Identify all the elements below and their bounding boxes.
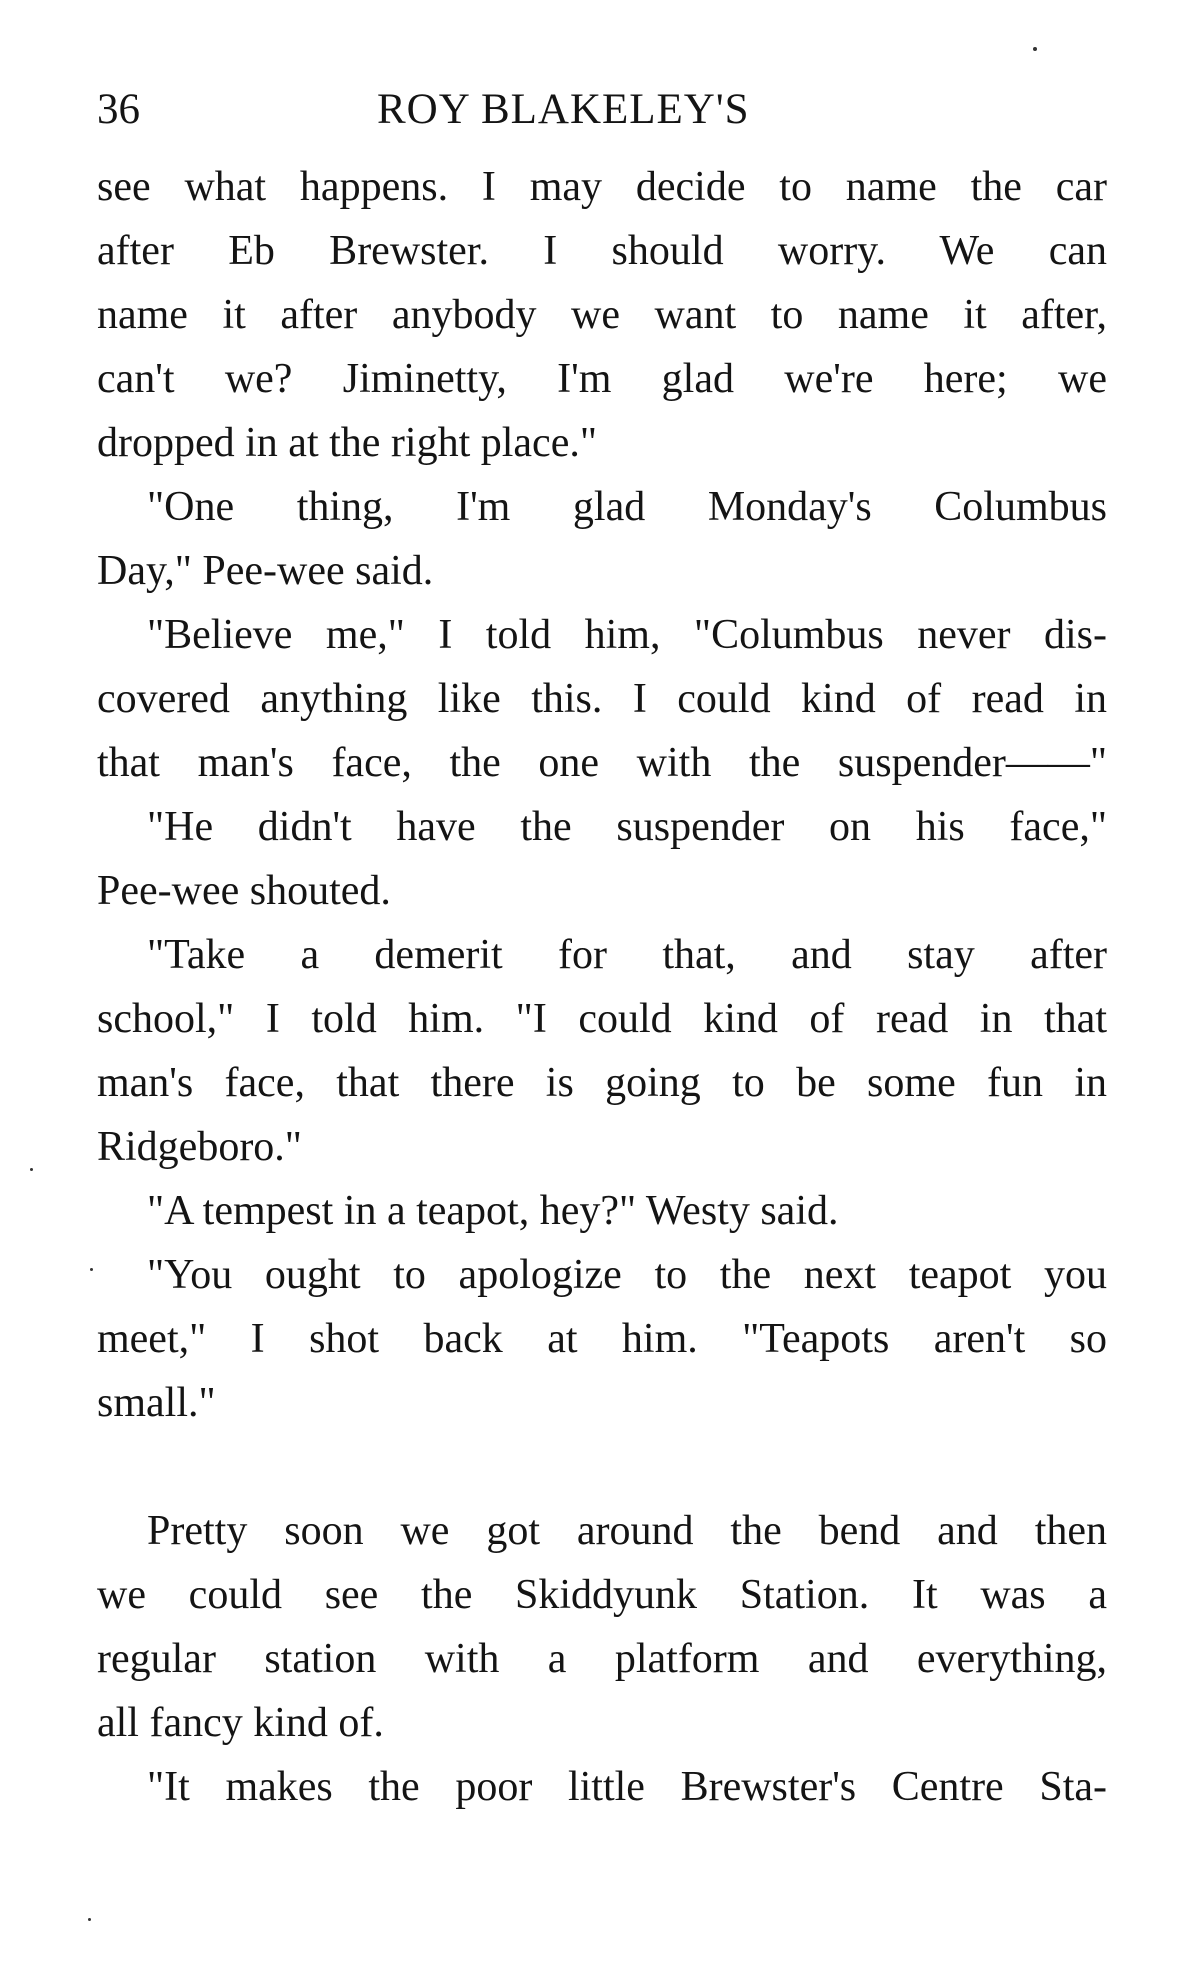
text-line: meet," I shot back at him. "Teapots aren't so — [97, 1316, 1107, 1362]
text-line: Pee-wee shouted. — [97, 868, 391, 914]
scan-speck — [88, 1918, 91, 1921]
text-line: Day," Pee-wee said. — [97, 548, 434, 594]
text-line: "Take a demerit for that, and stay after — [147, 932, 1107, 978]
text-line: see what happens. I may decide to name the car — [97, 164, 1107, 210]
text-line: school," I told him. "I could kind of read in that — [97, 996, 1107, 1042]
scan-speck — [30, 1168, 33, 1171]
body-text — [97, 155, 1107, 1819]
text-line: all fancy kind of. — [97, 1700, 384, 1746]
text-line: name it after anybody we want to name it after, — [97, 292, 1107, 338]
text-line: after Eb Brewster. I should worry. We can — [97, 228, 1107, 274]
text-line: small." — [97, 1380, 216, 1426]
text-line: "Believe me," I told him, "Columbus never dis- — [147, 612, 1107, 658]
text-line: "A tempest in a teapot, hey?" Westy said. — [147, 1188, 839, 1234]
text-line: Pretty soon we got around the bend and then — [147, 1508, 1107, 1554]
text-line: that man's face, the one with the suspender——" — [97, 740, 1107, 786]
text-line: "He didn't have the suspender on his face," — [147, 804, 1107, 850]
text-line: "It makes the poor little Brewster's Centre Sta- — [147, 1764, 1107, 1810]
text-line: we could see the Skiddyunk Station. It was a — [97, 1572, 1107, 1618]
text-line: covered anything like this. I could kind of read in — [97, 676, 1107, 722]
scan-speck — [90, 1268, 93, 1271]
text-line: can't we? Jiminetty, I'm glad we're here; we — [97, 356, 1107, 402]
page-header — [97, 78, 1107, 142]
text-line: "You ought to apologize to the next teapot you — [147, 1252, 1107, 1298]
scan-speck — [1033, 47, 1037, 51]
running-title: ROY BLAKELEY'S — [377, 86, 750, 133]
text-line: Ridgeboro." — [97, 1124, 302, 1170]
text-line: man's face, that there is going to be some fun in — [97, 1060, 1107, 1106]
section-break — [97, 1435, 1107, 1499]
text-line: dropped in at the right place." — [97, 420, 597, 466]
page-number: 36 — [97, 86, 140, 133]
text-line: regular station with a platform and everything, — [97, 1636, 1107, 1682]
text-line: "One thing, I'm glad Monday's Columbus — [147, 484, 1107, 530]
